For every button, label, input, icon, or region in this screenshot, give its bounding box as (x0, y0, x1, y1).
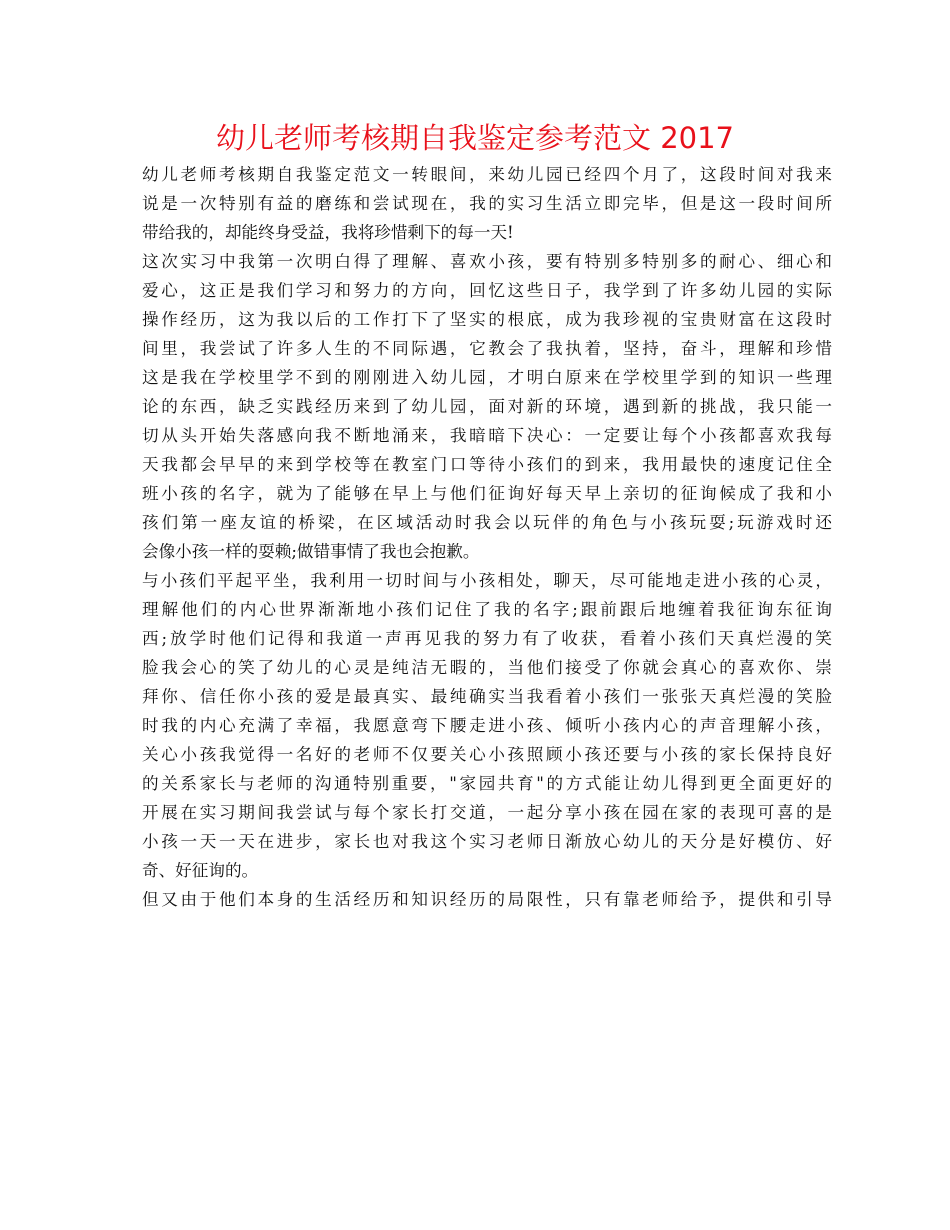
document-title: 幼儿老师考核期自我鉴定参考范文 2017 (215, 121, 735, 155)
document-body (142, 160, 832, 914)
paragraph-line: 幼儿老师考核期自我鉴定范文一转眼间，来幼儿园已经四个月了，这段时间对我来 (142, 165, 832, 184)
paragraph-line: 会像小孩一样的耍赖;做错事情了我也会抱歉。 (142, 542, 480, 561)
paragraph-line: 西;放学时他们记得和我道一声再见我的努力有了收获，看着小孩们天真烂漫的笑 (142, 629, 832, 648)
paragraph-line: 论的东西，缺乏实践经历来到了幼儿园，面对新的环境，遇到新的挑战，我只能一 (142, 397, 832, 416)
paragraph-line: 的关系家长与老师的沟通特别重要，"家园共育"的方式能让幼儿得到更全面更好的 (142, 774, 832, 793)
paragraph-line: 爱心，这正是我们学习和努力的方向，回忆这些日子，我学到了许多幼儿园的实际 (142, 281, 832, 300)
paragraph-line: 小孩一天一天在进步，家长也对我这个实习老师日渐放心幼儿的天分是好模仿、好 (142, 832, 832, 851)
paragraph-line: 但又由于他们本身的生活经历和知识经历的局限性，只有靠老师给予，提供和引导 (142, 890, 832, 909)
paragraph-line: 脸我会心的笑了幼儿的心灵是纯洁无暇的，当他们接受了你就会真心的喜欢你、崇 (142, 658, 832, 677)
paragraph-line: 关心小孩我觉得一名好的老师不仅要关心小孩照顾小孩还要与小孩的家长保持良好 (142, 745, 832, 764)
paragraph-line: 这是我在学校里学不到的刚刚进入幼儿园，才明白原来在学校里学到的知识一些理 (142, 368, 832, 387)
paragraph-line: 时我的内心充满了幸福，我愿意弯下腰走进小孩、倾听小孩内心的声音理解小孩， (142, 716, 832, 735)
paragraph-line: 操作经历，这为我以后的工作打下了坚实的根底，成为我珍视的宝贵财富在这段时 (142, 310, 832, 329)
paragraph-line: 班小孩的名字，就为了能够在早上与他们征询好每天早上亲切的征询候成了我和小 (142, 484, 832, 503)
paragraph-line: 拜你、信任你小孩的爱是最真实、最纯确实当我看着小孩们一张张天真烂漫的笑脸 (142, 687, 832, 706)
paragraph-line: 说是一次特别有益的磨练和尝试现在，我的实习生活立即完毕，但是这一段时间所 (142, 194, 832, 213)
paragraph-line: 带给我的，却能终身受益，我将珍惜剩下的每一天! (142, 223, 514, 242)
paragraph-line: 间里，我尝试了许多人生的不同际遇，它教会了我执着，坚持，奋斗，理解和珍惜 (142, 339, 832, 358)
paragraph-line: 与小孩们平起平坐，我利用一切时间与小孩相处，聊天，尽可能地走进小孩的心灵， (142, 571, 832, 590)
paragraph-line: 这次实习中我第一次明白得了理解、喜欢小孩，要有特别多特别多的耐心、细心和 (142, 252, 832, 271)
paragraph-line: 孩们第一座友谊的桥梁，在区域活动时我会以玩伴的角色与小孩玩耍;玩游戏时还 (142, 513, 832, 532)
paragraph-line: 奇、好征询的。 (142, 861, 259, 880)
paragraph-line: 理解他们的内心世界渐渐地小孩们记住了我的名字;跟前跟后地缠着我征询东征询 (142, 600, 832, 619)
paragraph-line: 开展在实习期间我尝试与每个家长打交道，一起分享小孩在园在家的表现可喜的是 (142, 803, 832, 822)
paragraph-line: 切从头开始失落感向我不断地涌来，我暗暗下决心：一定要让每个小孩都喜欢我每 (142, 426, 832, 445)
paragraph-line: 天我都会早早的来到学校等在教室门口等待小孩们的到来，我用最快的速度记住全 (142, 455, 832, 474)
